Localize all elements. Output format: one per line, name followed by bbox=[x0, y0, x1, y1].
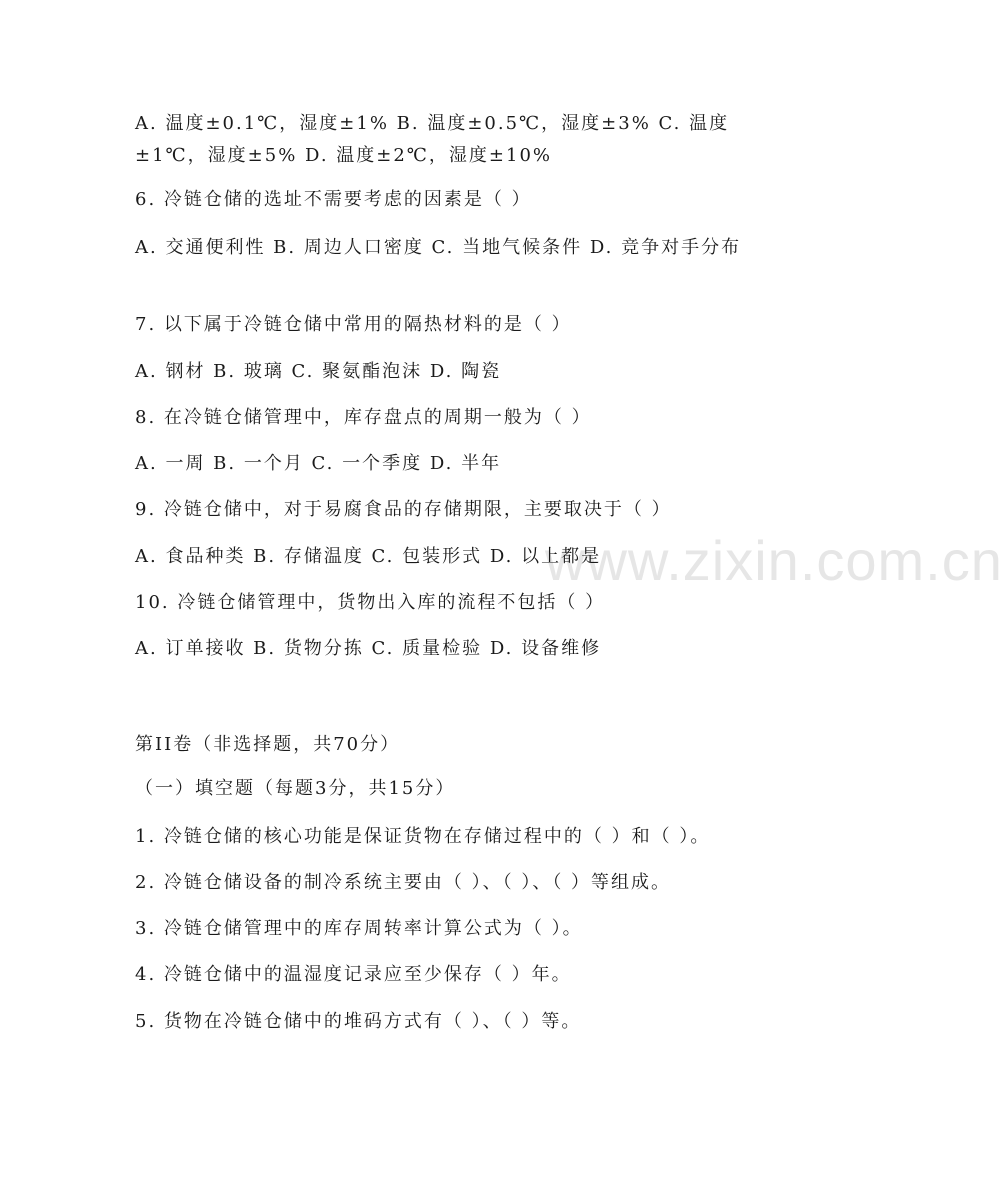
q5-options: A. 温度±0.1℃，湿度±1% B. 温度±0.5℃，湿度±3% C. 温度±1℃，湿度±5% D. 温度±2℃，湿度±10% bbox=[135, 113, 730, 166]
q8-options: A. 一周 B. 一个月 C. 一个季度 D. 半年 bbox=[135, 453, 502, 474]
q9-question: 9. 冷链仓储中，对于易腐食品的存储期限，主要取决于（ ） bbox=[135, 499, 672, 520]
q10-options: A. 订单接收 B. 货物分拣 C. 质量检验 D. 设备维修 bbox=[135, 638, 602, 659]
fill-blank-item: 4. 冷链仓储中的温湿度记录应至少保存（ ）年。 bbox=[135, 964, 572, 985]
q7-options: A. 钢材 B. 玻璃 C. 聚氨酯泡沫 D. 陶瓷 bbox=[135, 361, 502, 382]
fill-blank-item: 2. 冷链仓储设备的制冷系统主要由（ ）、（ ）、（ ）等组成。 bbox=[135, 872, 672, 893]
q8-question: 8. 在冷链仓储管理中，库存盘点的周期一般为（ ） bbox=[135, 407, 592, 428]
q6-options: A. 交通便利性 B. 周边人口密度 C. 当地气候条件 D. 竞争对手分布 bbox=[135, 237, 742, 258]
q9-options: A. 食品种类 B. 存储温度 C. 包装形式 D. 以上都是 bbox=[135, 546, 602, 567]
section-subtitle: （一）填空题（每题3分，共15分） bbox=[135, 778, 456, 799]
fill-blank-item: 1. 冷链仓储的核心功能是保证货物在存储过程中的（ ）和（ ）。 bbox=[135, 826, 711, 847]
fill-blank-item: 3. 冷链仓储管理中的库存周转率计算公式为（ ）。 bbox=[135, 918, 583, 939]
q7-question: 7. 以下属于冷链仓储中常用的隔热材料的是（ ） bbox=[135, 314, 572, 335]
q10-question: 10. 冷链仓储管理中，货物出入库的流程不包括（ ） bbox=[135, 592, 606, 613]
fill-blank-item: 5. 货物在冷链仓储中的堆码方式有（ ）、（ ）等。 bbox=[135, 1011, 582, 1032]
q6-question: 6. 冷链仓储的选址不需要考虑的因素是（ ） bbox=[135, 189, 532, 210]
watermark: www.zixin.com.cn bbox=[545, 529, 1003, 592]
section-title: 第II卷（非选择题，共70分） bbox=[135, 734, 401, 755]
